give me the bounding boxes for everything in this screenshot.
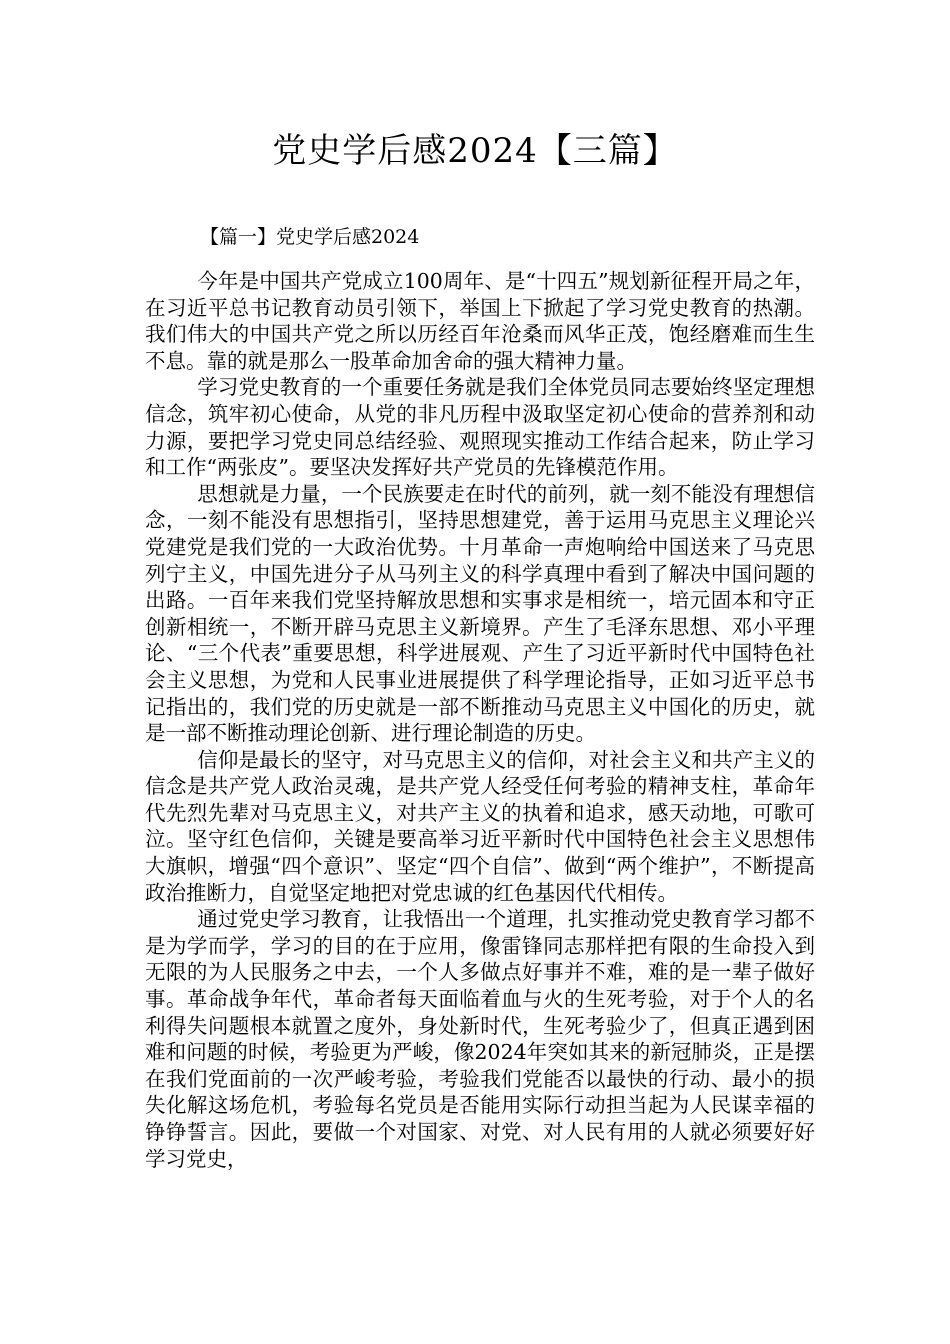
paragraph-4: 信仰是最长的坚守，对马克思主义的信仰，对社会主义和共产主义的信念是共产党人政治灵魂，是共产党人经受任何考验的精神支柱，革命年代先烈先辈对马克思主义，对共产主义的执着和追求，感天动地，可歌可泣。坚守红色信仰，关键是要高举习近平新时代中国特色社会主义思想伟大旗帜，增强“四个意识”、坚定“四个自信”、做到“两个维护”，不断提高政治推断力，自觉坚定地把对党忠诚的红色基因代代相传。 <box>145 747 815 905</box>
paragraph-2: 学习党史教育的一个重要任务就是我们全体党员同志要始终坚定理想信念，筑牢初心使命，从党的非凡历程中汲取坚定初心使命的营养剂和动力源，要把学习党史同总结经验、观照现实推动工作结合起来，防止学习和工作“两张皮”。要坚决发挥好共产党员的先锋模范作用。 <box>145 375 815 480</box>
paragraph-5: 通过党史学习教育，让我悟出一个道理，扎实推动党史教育学习都不是为学而学，学习的目的在于应用，像雷锋同志那样把有限的生命投入到无限的为人民服务之中去，一个人多做点好事并不难，难的是一辈子做好事。革命战争年代，革命者每天面临着血与火的生死考验，对于个人的名利得失问题根本就置之度外，身处新时代，生死考验少了，但真正遇到困难和问题的时候，考验更为严峻，像2024年突如其来的新冠肺炎，正是摆在我们党面前的一次严峻考验，考验我们党能否以最快的行动、最小的损失化解这场危机，考验每名党员是否能用实际行动担当起为人民谋幸福的铮铮誓言。因此，要做一个对国家、对党、对人民有用的人就必须要好好学习党史， <box>145 907 815 1171</box>
section-heading: 【篇一】党史学后感2024 <box>200 226 420 248</box>
document-title: 党史学后感2024【三篇】 <box>272 131 678 171</box>
paragraph-1: 今年是中国共产党成立100周年、是“十四五”规划新征程开局之年，在习近平总书记教育动员引领下，举国上下掀起了学习党史教育的热潮。我们伟大的中国共产党之所以历经百年沧桑而风华正茂，饱经磨难而生生不息。靠的就是那么一股革命加舍命的强大精神力量。 <box>145 269 815 373</box>
paragraph-3: 思想就是力量，一个民族要走在时代的前列，就一刻不能没有理想信念，一刻不能没有思想指引，坚持思想建党，善于运用马克思主义理论兴党建党是我们党的一大政治优势。十月革命一声炮响给中国送来了马克思列宁主义，中国先进分子从马列主义的科学真理中看到了解决中国问题的出路。一百年来我们党坚持解放思想和实事求是相统一，培元固本和守正创新相统一，不断开辟马克思主义新境界。产生了毛泽东思想、邓小平理论、“三个代表”重要思想，科学进展观、产生了习近平新时代中国特色社会主义思想，为党和人民事业进展提供了科学理论指导，正如习近平总书记指出的，我们党的历史就是一部不断推动马克思主义中国化的历史，就是一部不断推动理论创新、进行理论制造的历史。 <box>145 481 815 746</box>
document-body <box>145 268 815 1172</box>
